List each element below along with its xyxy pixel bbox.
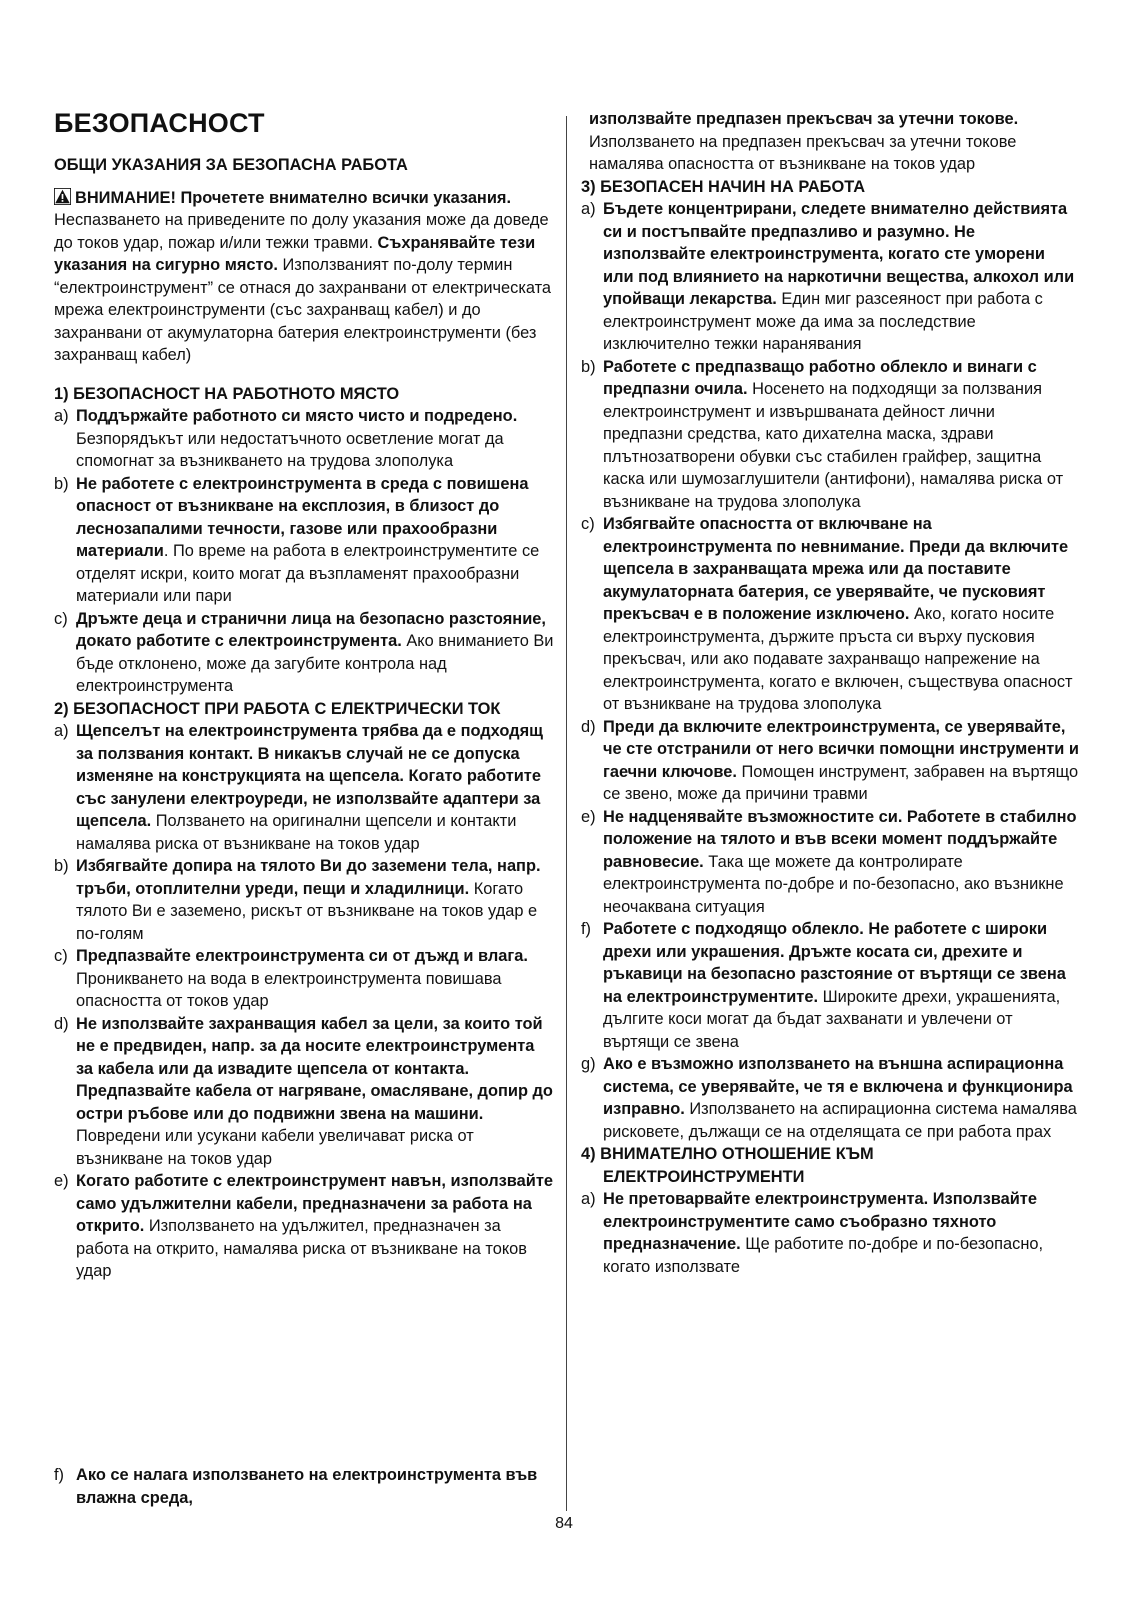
item-bold: Избягвайте опасността от включване на електроинструмента по невнимание. Преди да включите щепсела в захранващата мрежа или да поставите акумулаторната батерия, се уверявайте, че пусковият прекъсвач е в положение изключено. bbox=[603, 515, 1069, 623]
item-bold: Не използвайте захранващия кабел за цели, за които той не е предвиден, напр. за да носите електроинструмента за кабела или да извадите щепсела от контакта. Предпазвайте кабела от нагряване, омасляване, допир до остри ръбове или до подвижни звена на машини. bbox=[76, 1014, 553, 1123]
list-item bbox=[54, 1013, 554, 1171]
right-column bbox=[581, 108, 1079, 1278]
warning-bold-1: ВНИМАНИЕ! Прочетете внимателно всички указания. bbox=[75, 188, 512, 207]
item-bold: Бъдете концентрирани, следете внимателно действията си и постъпвайте предпазливо и разумно. Не използвайте електроинструмента, когато сте уморени или под влиянието на наркотични вещества, алкохол или упойващи лекарства. bbox=[603, 200, 1075, 308]
item-bold: Не работете с електроинструмента в среда с повишена опасност от възникване на експлозия, в близост до леснозапалими течности, газове или прахообразни материали bbox=[76, 474, 529, 560]
item-bold: Не претоварвайте електроинструмента. Използвайте електроинструментите само съобразно тяхното предназначение. bbox=[603, 1190, 1037, 1253]
section-1-list bbox=[54, 405, 554, 698]
continued-item bbox=[581, 108, 1079, 176]
list-item bbox=[581, 716, 1079, 806]
list-item bbox=[54, 945, 554, 1013]
item-label: a) bbox=[581, 1190, 596, 1208]
item-text: Ако вниманието Ви бъде отклонено, може да загубите контрола над електроинструмента bbox=[76, 632, 554, 695]
item-bold: Предпазвайте електроинструмента си от дъжд и влага. bbox=[76, 947, 528, 965]
item-label: e) bbox=[54, 1172, 69, 1190]
warning-text-2: Използваният по-долу термин “електроинструмент” се отнася до захранвани от електрическата мрежа електроинструменти (със захранващ кабел) и до захранвани от акумулаторна батерия електроинструменти (без захранващ кабел) bbox=[54, 256, 552, 364]
item-label: e) bbox=[581, 807, 596, 826]
list-item bbox=[54, 473, 554, 608]
list-item bbox=[581, 1053, 1079, 1143]
item-label: c) bbox=[54, 609, 68, 628]
warning-paragraph bbox=[54, 187, 554, 367]
list-item bbox=[54, 1464, 554, 1509]
item-text: Така ще можете да контролирате електроинструмента по-добре и по-безопасно, ако възникне неочаквана ситуация bbox=[603, 852, 1064, 916]
list-item bbox=[581, 918, 1079, 1053]
list-item bbox=[581, 356, 1079, 514]
item-text-continued bbox=[589, 110, 1018, 173]
item-text: Широките дрехи, украшенията, дългите коси могат да бъдат захванати и увлечени от въртящи се звена bbox=[603, 987, 1061, 1051]
item-label: a) bbox=[581, 200, 596, 218]
item-label: a) bbox=[54, 722, 69, 740]
warning-triangle-icon bbox=[54, 188, 71, 205]
section-heading-2: 2) БЕЗОПАСНОСТ ПРИ РАБОТА С ЕЛЕКТРИЧЕСКИ ТОК bbox=[54, 699, 501, 718]
item-label: d) bbox=[581, 717, 596, 736]
item-label: c) bbox=[581, 515, 595, 533]
item-bold: Не надценявайте възможностите си. Работете в стабилно положение на тялото и във всеки момент поддържайте равновесие. bbox=[603, 807, 1077, 871]
item-label: d) bbox=[54, 1014, 69, 1033]
item-label: a) bbox=[54, 407, 69, 425]
item-bold: Избягвайте допира на тялото Ви до заземени тела, напр. тръби, отоплителни уреди, пещи и хладилници. bbox=[76, 857, 541, 898]
item-label: c) bbox=[54, 947, 68, 965]
left-column bbox=[54, 108, 554, 1283]
list-item bbox=[54, 405, 554, 473]
item-bold: Ако е възможно използването на външна аспирационна система, се уверявайте, че тя е включена и функционира изправно. bbox=[603, 1055, 1073, 1118]
section-heading-1: 1) БЕЗОПАСНОСТ НА РАБОТНОТО МЯСТО bbox=[54, 384, 400, 403]
item-text: Използването на аспирационна система намалява рисковете, дължащи се на отделящата се при работа прах bbox=[603, 1100, 1077, 1141]
column-divider bbox=[566, 116, 567, 1511]
list-item bbox=[54, 608, 554, 698]
general-heading: ОБЩИ УКАЗАНИЯ ЗА БЕЗОПАСНА РАБОТА bbox=[54, 156, 408, 174]
item-label: b) bbox=[54, 474, 69, 493]
item-text: Когато тялото Ви е заземено, рискът от възникване на токов удар е по-голям bbox=[76, 879, 538, 943]
item-label: g) bbox=[581, 1055, 596, 1073]
item-text: Помощен инструмент, забравен на въртящо се звено, може да причини травми bbox=[603, 762, 1079, 803]
item-bold: Работете с предпазващо работно облекло и винаги с предпазни очила. bbox=[603, 357, 1037, 398]
list-item bbox=[581, 1188, 1079, 1278]
item-label: f) bbox=[581, 920, 592, 938]
section-2-list bbox=[54, 720, 554, 1283]
item-text: Използването на предпазен прекъсвач за утечни токове намалява опасността от възникване на токов удар bbox=[589, 132, 1017, 173]
item-text: Ползването на оригинални щепсели и контакти намалява риска от възникване на токов удар bbox=[76, 812, 517, 853]
item-text: Повредени или усукани кабели увеличават риска от възникване на токов удар bbox=[76, 1127, 474, 1168]
item-label: b) bbox=[581, 357, 596, 376]
list-item bbox=[581, 198, 1079, 356]
item-text: . По време на работа в електроинструментите се отделят искри, които могат да възпламенят прахообразни материали или пари bbox=[76, 542, 540, 605]
item-text: Проникването на вода в електроинструмента повишава опасността от токов удар bbox=[76, 969, 502, 1010]
section-4-list bbox=[581, 1188, 1079, 1278]
section-3-list bbox=[581, 198, 1079, 1143]
page-title: БЕЗОПАСНОСТ bbox=[54, 108, 265, 138]
section-heading-3: 3) БЕЗОПАСЕН НАЧИН НА РАБОТА bbox=[581, 177, 866, 196]
list-item bbox=[581, 513, 1079, 716]
list-item bbox=[581, 806, 1079, 919]
left-column-tail bbox=[54, 1464, 554, 1509]
list-item bbox=[54, 1170, 554, 1283]
list-item bbox=[54, 855, 554, 945]
item-text: Безпорядъкът или недостатъчното осветление могат да спомогнат за възникването на трудова злополука bbox=[76, 429, 504, 470]
item-bold: Щепселът на електроинструмента трябва да е подходящ за ползвания контакт. В никакъв случай не се допуска изменяне на конструкцията на щепсела. Когато работите със занулени електроуреди, не използвайте адаптери за щепсела. bbox=[76, 722, 543, 830]
item-label: b) bbox=[54, 857, 69, 875]
item-bold: Когато работите с електроинструмент навън, използвайте само удължителни кабели, предназначени за работа на открито. bbox=[76, 1172, 553, 1235]
item-bold: Преди да включите електроинструмента, се уверявайте, че сте отстранили от него всички помощни инструменти и гаечни ключове. bbox=[603, 717, 1079, 781]
item-text: Ще работите по-добре и по-безопасно, когато използвате bbox=[603, 1235, 1044, 1276]
item-text: Носенето на подходящи за ползвания електроинструмент и извършваната дейност лични предпазни средства, като дихателна маска, здрави плътнозатворени обувки със стабилен грайфер, защитна каска или шумозаглушители (антифони), намалява риска от възникване на трудова злополука bbox=[603, 380, 1064, 511]
item-label: f) bbox=[54, 1466, 65, 1484]
item-text: Един миг разсеяност при работа с електроинструмент може да има за последствие изключително тежки наранявания bbox=[603, 290, 1043, 353]
item-bold: Ако се налага използването на електроинструмента във влажна среда, bbox=[76, 1466, 538, 1507]
item-bold-continued: използвайте предпазен прекъсвач за утечни токове. bbox=[589, 110, 1019, 128]
item-text: Ако, когато носите електроинструмента, държите пръста си върху пусковия прекъсвач, или ако подавате захранващо напрежение на електроинструмента, когато е включен, съществува опасност от възникване на трудова злополука bbox=[603, 605, 1073, 713]
warning-bold-2: Съхранявайте тези указания на сигурно място. bbox=[54, 233, 536, 274]
section-heading-4: 4) ВНИМАТЕЛНО ОТНОШЕНИЕ КЪМ ЕЛЕКТРОИНСТРУМЕНТИ bbox=[581, 1145, 874, 1186]
item-text: Използването на удължител, предназначен за работа на открито, намалява риска от възникване на токов удар bbox=[76, 1217, 528, 1280]
item-bold: Поддържайте работното си място чисто и подредено. bbox=[76, 407, 518, 425]
warning-text-1: Неспазването на приведените по долу указания може да доведе до токов удар, пожар и/или тежки травми. bbox=[54, 211, 549, 252]
item-bold: Работете с подходящо облекло. Не работете с широки дрехи или украшения. Дръжте косата си, дрехите и ръкавици на безопасно разстояние от въртящи се звена на електроинструментите. bbox=[603, 920, 1066, 1006]
page-number: 84 bbox=[555, 1515, 573, 1532]
item-bold: Дръжте деца и странични лица на безопасно разстояние, докато работите с електроинструмента. bbox=[76, 609, 546, 650]
list-item bbox=[54, 720, 554, 855]
